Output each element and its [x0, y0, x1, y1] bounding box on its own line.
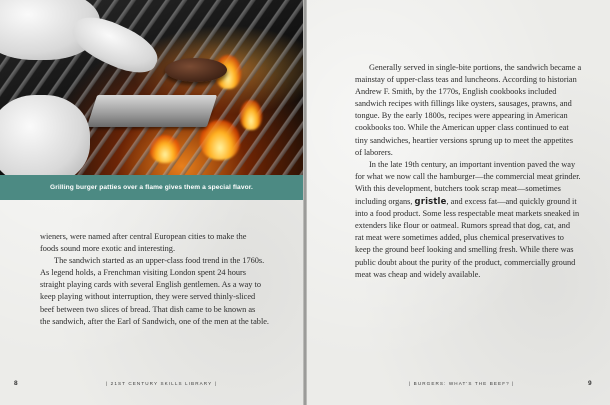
- text-line: extenders like flour or oatmeal. Rumors spread that dog, cat, and: [355, 221, 570, 231]
- running-head-right: | BURGERS: WHAT'S THE BEEF? |: [409, 381, 515, 386]
- text-fragment: including organs,: [355, 197, 415, 207]
- text-line: In the late 19th century, an important invention paved the way: [369, 159, 576, 169]
- text-line: tiny sandwiches, heartier versions sprung up to meet the appetites: [355, 135, 573, 145]
- paragraph: [40, 231, 280, 255]
- grilling-photo: [0, 0, 303, 175]
- text-line: for what we now call the hamburger—the commercial meat grinder.: [355, 171, 581, 181]
- text-line: Generally served in single-bite portions, the sandwich became a: [369, 63, 582, 72]
- text-line: sandwich recipes with fillings like oysters, sausages, prawns, and: [355, 99, 572, 109]
- text-line-with-keyword: [355, 195, 587, 208]
- text-line: wieners, were named after central European cities to make the: [40, 232, 247, 241]
- text-line: As legend holds, a Frenchman visiting London spent 24 hours: [40, 268, 247, 278]
- text-line: meat was cheap and widely available.: [355, 269, 481, 279]
- paragraph: [355, 159, 587, 281]
- left-page: [0, 0, 303, 405]
- text-line: beef between two slices of bread. That dish came to be known as: [40, 304, 256, 314]
- page-number-right: 9: [588, 380, 592, 387]
- gloved-hand-bottom: [0, 95, 90, 175]
- text-line: keep playing without interruption, they were served thinly-sliced: [40, 292, 256, 302]
- flame: [240, 100, 262, 130]
- flame: [150, 135, 180, 163]
- text-line: The sandwich started as an upper-class food trend in the 1760s.: [54, 256, 265, 266]
- text-line: rat meat were sometimes added, plus chemical preservatives to: [355, 233, 564, 243]
- photo-caption: Grilling burger patties over a flame gives them a special flavor.: [50, 184, 253, 191]
- paragraph: [355, 62, 587, 159]
- text-line: straight playing cards with several English gentlemen. As a way to: [40, 280, 261, 290]
- burger-patty: [165, 58, 227, 82]
- text-line: the sandwich, after the Earl of Sandwich, one of the men at the table.: [40, 316, 270, 326]
- text-line: public doubt about the purity of the product, commercially ground: [355, 257, 576, 267]
- left-body-text: [40, 231, 280, 328]
- text-line: into a food product. Some less respectable meat markets sneaked in: [355, 209, 580, 219]
- paragraph: [40, 255, 280, 328]
- spatula: [87, 95, 217, 127]
- text-line: With this development, butchers took scrap meat—sometimes: [355, 183, 561, 193]
- glossary-keyword-gristle[interactable]: gristle: [414, 196, 447, 207]
- text-line: mainstay of upper-class teas and luncheons. According to historian: [355, 75, 577, 85]
- page-number-left: 8: [14, 380, 18, 387]
- text-line: of laborers.: [355, 147, 393, 157]
- text-line: Andrew F. Smith, by the 1770s, English cookbooks included: [355, 87, 557, 97]
- text-line: tongue. By the early 1800s, recipes were appearing in American: [355, 111, 568, 121]
- right-page: [307, 0, 610, 405]
- text-line: foods sound more exotic and interesting.: [40, 244, 176, 254]
- text-fragment: , and excess fat—and quickly ground it: [446, 197, 577, 207]
- text-line: cookbooks too. While the American upper class continued to eat: [355, 123, 569, 133]
- text-line: keep the ground beef looking and smelling fresh. While there was: [355, 245, 574, 255]
- running-head-left: | 21ST CENTURY SKILLS LIBRARY |: [106, 381, 217, 386]
- caption-bar: [0, 175, 303, 200]
- right-body-text: [355, 62, 587, 281]
